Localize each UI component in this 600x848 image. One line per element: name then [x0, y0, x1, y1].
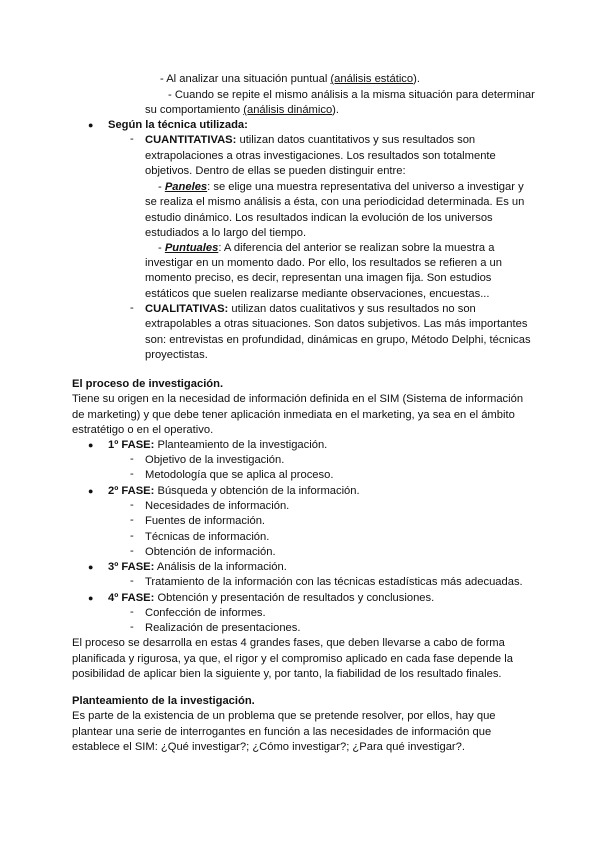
paragraph-line: Tiene su origen en la necesidad de información definida en el SIM (Sistema de información [72, 393, 524, 405]
analisis-dinamico-line [145, 103, 339, 118]
fase-4: 4º FASE: Obtención y presentación de resultados y conclusiones. [108, 592, 435, 604]
fase-3: 3º FASE: Análisis de la información. [108, 561, 287, 573]
paragraph-line: se realiza el mismo análisis a ésta, con una periodicidad determinada. Es un [145, 196, 525, 208]
paragraph-line: estratétigo o en el operativo. [72, 424, 214, 436]
dash-icon: - [130, 499, 134, 511]
paneles-line: - Paneles: se elige una muestra representativa del universo a investigar y [158, 181, 524, 193]
puntuales-label: Puntuales [164, 242, 219, 254]
paragraph-line: extrapolables a otras situaciones. Son datos subjetivos. Las más importantes [145, 318, 528, 330]
list-item: Confección de informes. [145, 607, 266, 619]
paragraph-line: proyectistas. [145, 349, 208, 361]
list-item: Fuentes de información. [145, 515, 266, 527]
fase-1: 1º FASE: Planteamiento de la investigación. [108, 439, 328, 451]
text: ). [413, 73, 420, 85]
dash-icon: - [130, 514, 134, 526]
dash-icon: - [130, 530, 134, 542]
analisis-dinamico-link: (análisis dinámico [243, 104, 333, 116]
dash-icon: - [130, 302, 134, 314]
bullet-icon: ● [88, 562, 94, 572]
bullet-icon: ● [88, 440, 94, 450]
text: su comportamiento [145, 104, 244, 116]
dash-icon: - [130, 606, 134, 618]
paragraph-line: El proceso se desarrolla en estas 4 grandes fases, que deben llevarse a cabo de forma [72, 637, 505, 649]
section-heading-proceso: El proceso de investigación. [72, 378, 224, 390]
list-item: Técnicas de información. [145, 531, 270, 543]
bullet-icon: ● [88, 486, 94, 496]
dash-icon: - [130, 621, 134, 633]
paragraph-line: son: entrevistas en profundidad, dinámicas en grupo, Método Delphi, técnicas [145, 334, 531, 346]
paragraph-line: momento preciso, es decir, representan una imagen fija. Son estudios [145, 272, 492, 284]
list-item: Metodología que se aplica al proceso. [145, 469, 334, 481]
puntuales-line: - Puntuales: A diferencia del anterior se realizan sobre la muestra a [158, 242, 495, 254]
paragraph-line: estudio dinámico. Los resultados indican la evolución de los universos [145, 212, 493, 224]
section-heading-tecnica: Según la técnica utilizada: [108, 119, 248, 131]
dash-icon: - [130, 575, 134, 587]
list-item: Tratamiento de la información con las técnicas estadísticas más adecuadas. [145, 576, 523, 588]
paragraph-line: de marketing) y que debe tener aplicación inmediata en el marketing, ya sea en el ámbito [72, 409, 515, 421]
paragraph-line: establece el SIM: ¿Qué investigar?; ¿Cómo investigar?; ¿Para qué investigar?. [72, 741, 465, 753]
paragraph-line: estáticos que suelen realizarse mediante observaciones, encuestas... [145, 288, 490, 300]
paragraph-line: objetivos. Dentro de ellas se pueden distinguir entre: [145, 165, 406, 177]
paragraph-line: estudiados a lo largo del tiempo. [145, 227, 307, 239]
paragraph-line: extrapolaciones a otras investigaciones. Los resultados son totalmente [145, 150, 496, 162]
analisis-estatico-line [160, 72, 420, 87]
list-item: Necesidades de información. [145, 500, 290, 512]
dash-icon: - [130, 545, 134, 557]
cualitativas-line: CUALITATIVAS: utilizan datos cualitativos y sus resultados no son [145, 303, 476, 315]
dash-icon: - [130, 468, 134, 480]
dash-icon: - [130, 453, 134, 465]
paragraph-line: posibilidad de aplicar bien la siguiente y, por tanto, la fiabilidad de los resultado finales. [72, 668, 502, 680]
bullet-icon: ● [88, 593, 94, 603]
list-item: Realización de presentaciones. [145, 622, 301, 634]
paragraph-line: Es parte de la existencia de un problema que se pretende resolver, por ellos, hay que [72, 710, 496, 722]
paragraph-line: investigar en un momento dado. Por ello, los resultados se refieren a un [145, 257, 502, 269]
fase-2: 2º FASE: Búsqueda y obtención de la información. [108, 485, 360, 497]
paragraph-line: - Cuando se repite el mismo análisis a la misma situación para determinar [168, 89, 535, 101]
paragraph-line: planificada y rigurosa, ya que, el rigor y el compromiso aplicado en cada fase depende la [72, 653, 513, 665]
section-heading-planteamiento: Planteamiento de la investigación. [72, 695, 255, 707]
paragraph-line: plantear una serie de interrogantes en función a las necesidades de información que [72, 726, 492, 738]
text: - Al analizar una situación puntual [160, 73, 331, 85]
list-item: Obtención de información. [145, 546, 276, 558]
bullet-icon: ● [88, 120, 94, 130]
cuantitativas-line: CUANTITATIVAS: utilizan datos cuantitativos y sus resultados son [145, 134, 476, 146]
list-item: Objetivo de la investigación. [145, 454, 285, 466]
text: ). [332, 104, 340, 116]
paneles-label: Paneles [164, 181, 208, 193]
analisis-estatico-link: (análisis estático [330, 73, 414, 85]
dash-icon: - [130, 133, 134, 145]
